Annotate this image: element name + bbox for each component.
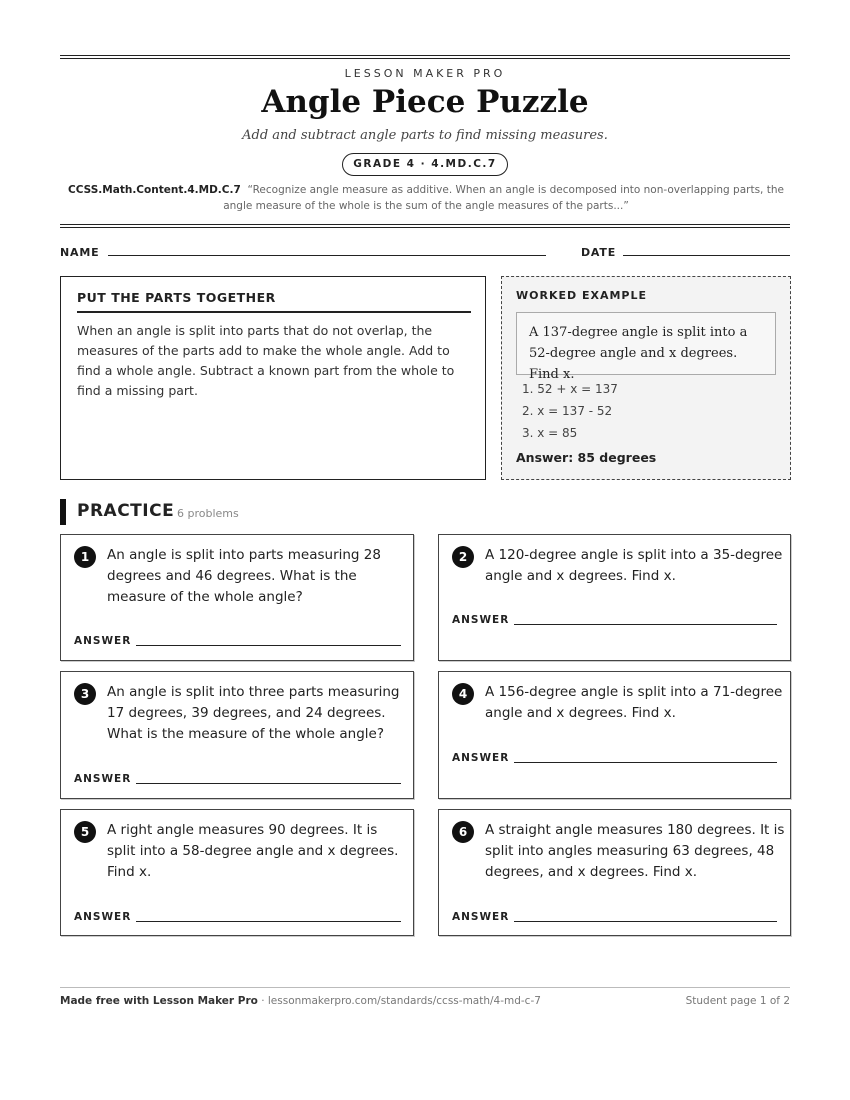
concept-box xyxy=(60,276,486,480)
problem-number: 3 xyxy=(74,683,96,705)
date-field[interactable] xyxy=(623,255,790,256)
problem-card-5 xyxy=(60,809,414,936)
worked-example-problem: A 137-degree angle is split into a 52-degree angle and x degrees. Find x. xyxy=(516,312,776,375)
answer-field[interactable] xyxy=(514,624,777,625)
problem-card-3 xyxy=(60,671,414,799)
name-field[interactable] xyxy=(108,255,546,256)
problem-number: 5 xyxy=(74,821,96,843)
answer-label: ANSWER xyxy=(74,773,132,785)
answer-field[interactable] xyxy=(136,921,401,922)
standard-text: “Recognize angle measure as additive. When an angle is decomposed into non-overlapping parts, the angle measure of the whole is the sum of the angle measures of the parts...” xyxy=(223,184,784,212)
answer-field[interactable] xyxy=(514,921,777,922)
answer-field[interactable] xyxy=(136,645,401,646)
problem-text: A 120-degree angle is split into a 35-degree angle and x degrees. Find x. xyxy=(485,547,783,584)
footer-credit xyxy=(60,995,541,1007)
problem-text: A right angle measures 90 degrees. It is split into a 58-degree angle and x degrees. Find x. xyxy=(107,822,399,880)
footer-rule xyxy=(60,987,790,988)
page-subtitle: Add and subtract angle parts to find missing measures. xyxy=(242,128,608,143)
header-bottom-rule-inner xyxy=(60,227,790,228)
footer-page-number: Student page 1 of 2 xyxy=(685,995,790,1007)
header-bottom-rule xyxy=(60,224,790,225)
footer-made-with: Made free with Lesson Maker Pro xyxy=(60,995,258,1007)
practice-accent-bar xyxy=(60,499,66,525)
answer-label: ANSWER xyxy=(74,635,132,647)
standard-description xyxy=(66,182,786,214)
answer-label: ANSWER xyxy=(452,911,510,923)
worked-example-step: 3. x = 85 xyxy=(522,426,578,440)
worked-example-box xyxy=(501,276,791,480)
concept-title: PUT THE PARTS TOGETHER xyxy=(77,290,471,313)
grade-badge: GRADE 4 · 4.MD.C.7 xyxy=(342,153,508,176)
problem-number: 2 xyxy=(452,546,474,568)
problem-card-1 xyxy=(60,534,414,661)
problem-number: 1 xyxy=(74,546,96,568)
page-title: Angle Piece Puzzle xyxy=(261,84,589,120)
standard-code: CCSS.Math.Content.4.MD.C.7 xyxy=(68,184,241,196)
practice-title: PRACTICE xyxy=(77,501,175,521)
practice-count: 6 problems xyxy=(177,507,239,520)
problem-text: A 156-degree angle is split into a 71-degree angle and x degrees. Find x. xyxy=(485,684,783,721)
top-rule xyxy=(60,55,790,56)
footer-url[interactable]: · lessonmakerpro.com/standards/ccss-math/4-md-c-7 xyxy=(257,995,541,1007)
problem-card-6 xyxy=(438,809,791,936)
problem-card-4 xyxy=(438,671,791,799)
concept-body: When an angle is split into parts that do not overlap, the measures of the parts add to make the whole angle. Add to find a whole angle. Subtract a known part from the whole to find a missing part. xyxy=(77,323,455,398)
answer-label: ANSWER xyxy=(74,911,132,923)
problem-number: 4 xyxy=(452,683,474,705)
worked-example-title: WORKED EXAMPLE xyxy=(516,289,647,302)
worked-example-answer: Answer: 85 degrees xyxy=(516,450,657,465)
problem-text: An angle is split into parts measuring 28 degrees and 46 degrees. What is the measure of the whole angle? xyxy=(107,547,381,605)
problem-card-2 xyxy=(438,534,791,661)
problem-text: An angle is split into three parts measuring 17 degrees, 39 degrees, and 24 degrees. What is the measure of the whole angle? xyxy=(107,684,400,742)
worked-example-step: 2. x = 137 - 52 xyxy=(522,404,613,418)
date-label: DATE xyxy=(581,246,617,259)
problem-text: A straight angle measures 180 degrees. It is split into angles measuring 63 degrees, 48 degrees, and x degrees. Find x. xyxy=(485,822,785,880)
worked-example-step: 1. 52 + x = 137 xyxy=(522,382,618,396)
name-label: NAME xyxy=(60,246,100,259)
brand-name: LESSON MAKER PRO xyxy=(344,67,506,80)
answer-label: ANSWER xyxy=(452,752,510,764)
answer-label: ANSWER xyxy=(452,614,510,626)
top-rule-inner xyxy=(60,58,790,59)
answer-field[interactable] xyxy=(136,783,401,784)
answer-field[interactable] xyxy=(514,762,777,763)
problem-number: 6 xyxy=(452,821,474,843)
